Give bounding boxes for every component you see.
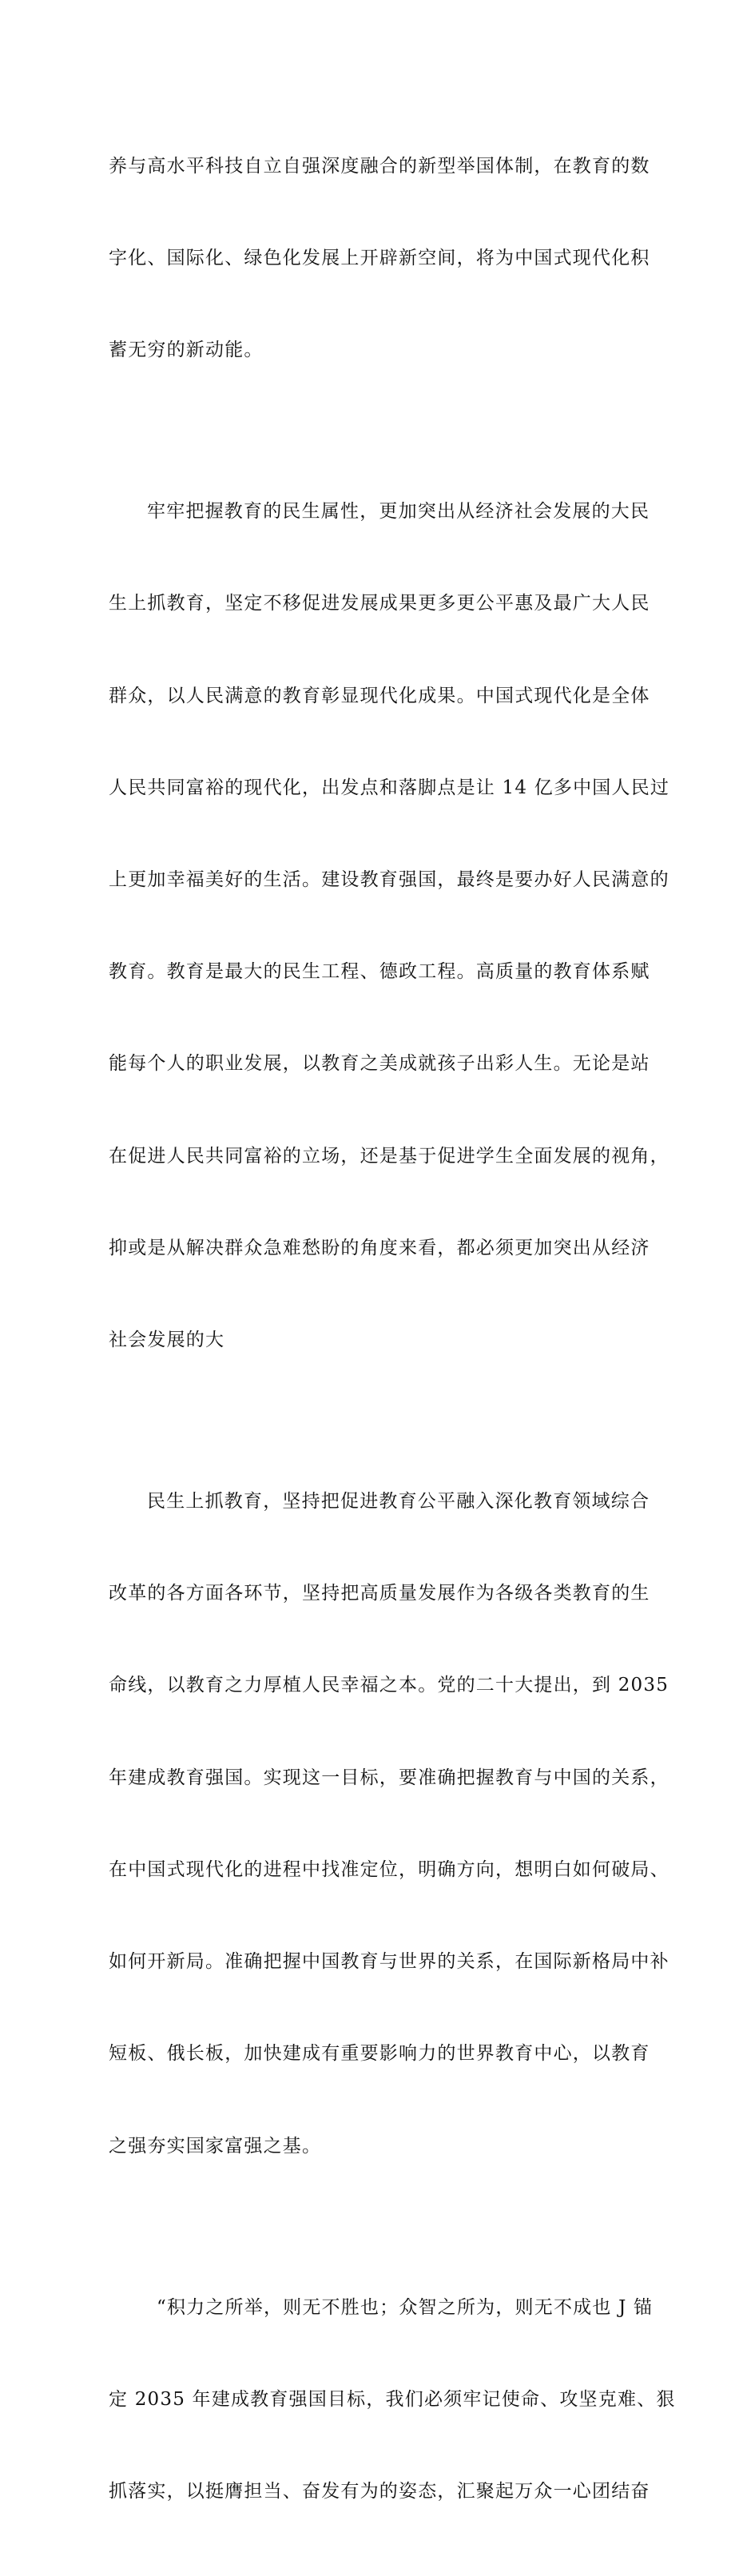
text-line: 上更加幸福美好的生活。建设教育强国，最终是要办好人民满意的 — [109, 869, 669, 891]
text-line: 在中国式现代化的进程中找准定位，明确方向，想明白如何破局、 — [109, 1858, 669, 1880]
document-body — [109, 89, 676, 2576]
text-line: 定 2035 年建成教育强国目标，我们必须牢记使命、攻坚克难、狠 — [109, 2388, 676, 2410]
text-line: 如何开新局。准确把握中国教育与世界的关系，在国际新格局中补 — [109, 1951, 669, 1973]
paragraph-4 — [109, 2231, 676, 2568]
paragraph-3 — [109, 1425, 669, 2222]
text-line: 教育。教育是最大的民生工程、德政工程。高质量的教育体系赋 — [109, 961, 650, 983]
text-line: 字化、国际化、绿色化发展上开辟新空间，将为中国式现代化积 — [109, 248, 650, 269]
text-line: 抑或是从解决群众急难愁盼的角度来看，都必须更加突出从经济 — [109, 1237, 650, 1258]
text-line: 群众，以人民满意的教育彰显现代化成果。中国式现代化是全体 — [109, 685, 650, 706]
text-line: 年建成教育强国。实现这一目标，要准确把握教育与中国的关系， — [109, 1767, 669, 1788]
paragraph-1 — [109, 89, 650, 427]
text-line: 在促进人民共同富裕的立场，还是基于促进学生全面发展的视角， — [109, 1145, 669, 1167]
text-line: 改革的各方面各环节，坚持把高质量发展作为各级各类教育的生 — [109, 1583, 650, 1604]
text-line: 蓄无穷的新动能。 — [109, 340, 264, 361]
text-line: “积力之所举，则无不胜也；众智之所为，则无不成也 J 锚 — [157, 2296, 654, 2318]
text-line: 牢牢把握教育的民生属性，更加突出从经济社会发展的大民 — [147, 501, 650, 523]
text-line: 养与高水平科技自立自强深度融合的新型举国体制，在教育的数 — [109, 155, 650, 177]
text-line: 能每个人的职业发展，以教育之美成就孩子出彩人生。无论是站 — [109, 1053, 650, 1075]
text-line: 之强夯实国家富强之基。 — [109, 2135, 322, 2157]
text-line: 民生上抓教育，坚持把促进教育公平融入深化教育领域综合 — [147, 1491, 650, 1513]
text-line: 人民共同富裕的现代化，出发点和落脚点是让 14 亿多中国人民过 — [109, 777, 670, 798]
text-line: 抓落实，以挺膺担当、奋发有为的姿态，汇聚起万众一心团结奋 — [109, 2480, 650, 2502]
text-line: 社会发展的大 — [109, 1330, 225, 1351]
text-line: 短板、俄长板，加快建成有重要影响力的世界教育中心，以教育 — [109, 2043, 650, 2065]
text-line: 命线，以教育之力厚植人民幸福之本。党的二十大提出，到 2035 — [109, 1675, 669, 1696]
paragraph-2 — [109, 435, 670, 1417]
text-line: 生上抓教育，坚定不移促进发展成果更多更公平惠及最广大人民 — [109, 593, 650, 614]
